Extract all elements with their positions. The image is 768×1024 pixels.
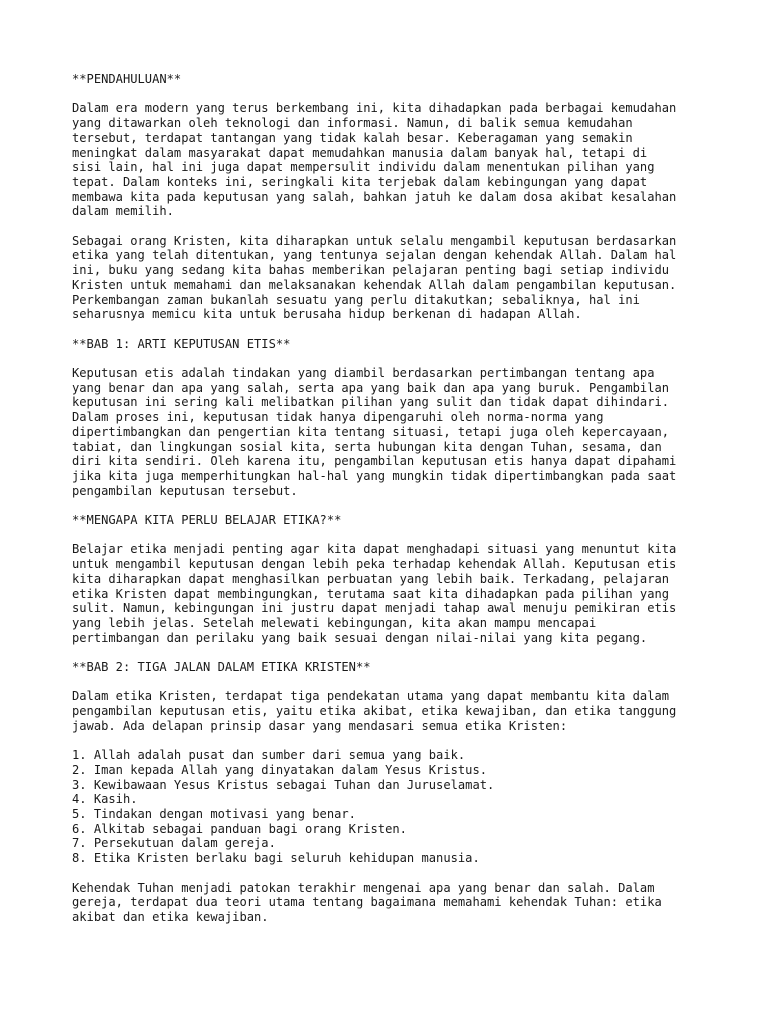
heading-bab-2: **BAB 2: TIGA JALAN DALAM ETIKA KRISTEN** <box>72 660 371 675</box>
list-item: 4. Kasih. <box>72 792 138 807</box>
paragraph-intro-1: Dalam era modern yang terus berkembang ini, kita dihadapkan pada berbagai kemudahan yang ditawarkan oleh teknologi dan informasi. Namun, di balik semua kemudahan tersebut, terdapat tantangan yang tidak kalah besar. Keberagaman yang semakin meningkat dalam masyarakat dapat memudahkan manusia dalam banyak hal, tetapi di sisi lain, hal ini juga dapat mempersulit individu dalam menentukan pilihan yang tepat. Dalam konteks ini, seringkali kita terjebak dalam kebingungan yang dapat membawa kita pada keputusan yang salah, bahkan jatuh ke dalam dosa akibat kesalahan dalam memilih. <box>72 101 677 219</box>
list-item: 3. Kewibawaan Yesus Kristus sebagai Tuhan dan Juruselamat. <box>72 777 495 792</box>
list-item: 8. Etika Kristen berlaku bagi seluruh kehidupan manusia. <box>72 851 480 866</box>
paragraph-intro-2: Sebagai orang Kristen, kita diharapkan untuk selalu mengambil keputusan berdasarkan etika yang telah ditentukan, yang tentunya sejalan dengan kehendak Allah. Dalam hal ini, buku yang sedang kita bahas memberikan pelajaran penting bagi setiap individu Kristen untuk memahami dan melaksanakan kehendak Allah dalam pengambilan keputusan. Perkembangan zaman bukanlah sesuatu yang perlu ditakutkan; sebaliknya, hal ini seharusnya memicu kita untuk berusaha hidup berkenan di hadapan Allah. <box>72 233 677 322</box>
paragraph-bab-1: Keputusan etis adalah tindakan yang diambil berdasarkan pertimbangan tentang apa yang benar dan apa yang salah, serta apa yang baik dan apa yang buruk. Pengambilan keputusan ini sering kali melibatkan pilihan yang sulit dan tidak dapat dihindari. Dalam proses ini, keputusan tidak hanya dipengaruhi oleh norma-norma yang dipertimbangkan dan pengertian kita tentang situasi, tetapi juga oleh kepercayaan, tabiat, dan lingkungan sosial kita, serta hubungan kita dengan Tuhan, sesama, dan diri kita sendiri. Oleh karena itu, pengambilan keputusan etis hanya dapat dipahami jika kita juga memperhitungkan hal-hal yang mungkin tidak dipertimbangkan pada saat pengambilan keputusan tersebut. <box>72 366 677 498</box>
list-item: 2. Iman kepada Allah yang dinyatakan dalam Yesus Kristus. <box>72 762 488 777</box>
list-item: 6. Alkitab sebagai panduan bagi orang Kristen. <box>72 821 407 836</box>
principles-list <box>72 748 712 866</box>
paragraph-bab-2-intro: Dalam etika Kristen, terdapat tiga pendekatan utama yang dapat membantu kita dalam pengambilan keputusan etis, yaitu etika akibat, etika kewajiban, dan etika tanggung jawab. Ada delapan prinsip dasar yang mendasari semua etika Kristen: <box>72 689 677 733</box>
heading-bab-1: **BAB 1: ARTI KEPUTUSAN ETIS** <box>72 336 291 351</box>
list-item: 1. Allah adalah pusat dan sumber dari semua yang baik. <box>72 748 466 763</box>
heading-pendahuluan: **PENDAHULUAN** <box>72 72 182 86</box>
paragraph-bab-2-kehendak: Kehendak Tuhan menjadi patokan terakhir mengenai apa yang benar dan salah. Dalam gereja, terdapat dua teori utama tentang bagaimana memahami kehendak Tuhan: etika akibat dan etika kewajiban. <box>72 880 662 924</box>
list-item: 7. Persekutuan dalam gereja. <box>72 836 276 851</box>
paragraph-mengapa: Belajar etika menjadi penting agar kita dapat menghadapi situasi yang menuntut kita untuk mengambil keputusan dengan lebih peka terhadap kehendak Allah. Keputusan etis kita diharapkan dapat menghasilkan perbuatan yang lebih baik. Terkadang, pelajaran etika Kristen dapat membingungkan, terutama saat kita dihadapkan pada pilihan yang sulit. Namun, kebingungan ini justru dapat menjadi tahap awal menuju pemikiran etis yang lebih jelas. Setelah melewati kebingungan, kita akan mampu mencapai pertimbangan dan perilaku yang baik sesuai dengan nilai-nilai yang kita pegang. <box>72 542 677 645</box>
list-item: 5. Tindakan dengan motivasi yang benar. <box>72 807 356 822</box>
document-page <box>72 72 712 939</box>
heading-mengapa: **MENGAPA KITA PERLU BELAJAR ETIKA?** <box>72 513 342 528</box>
